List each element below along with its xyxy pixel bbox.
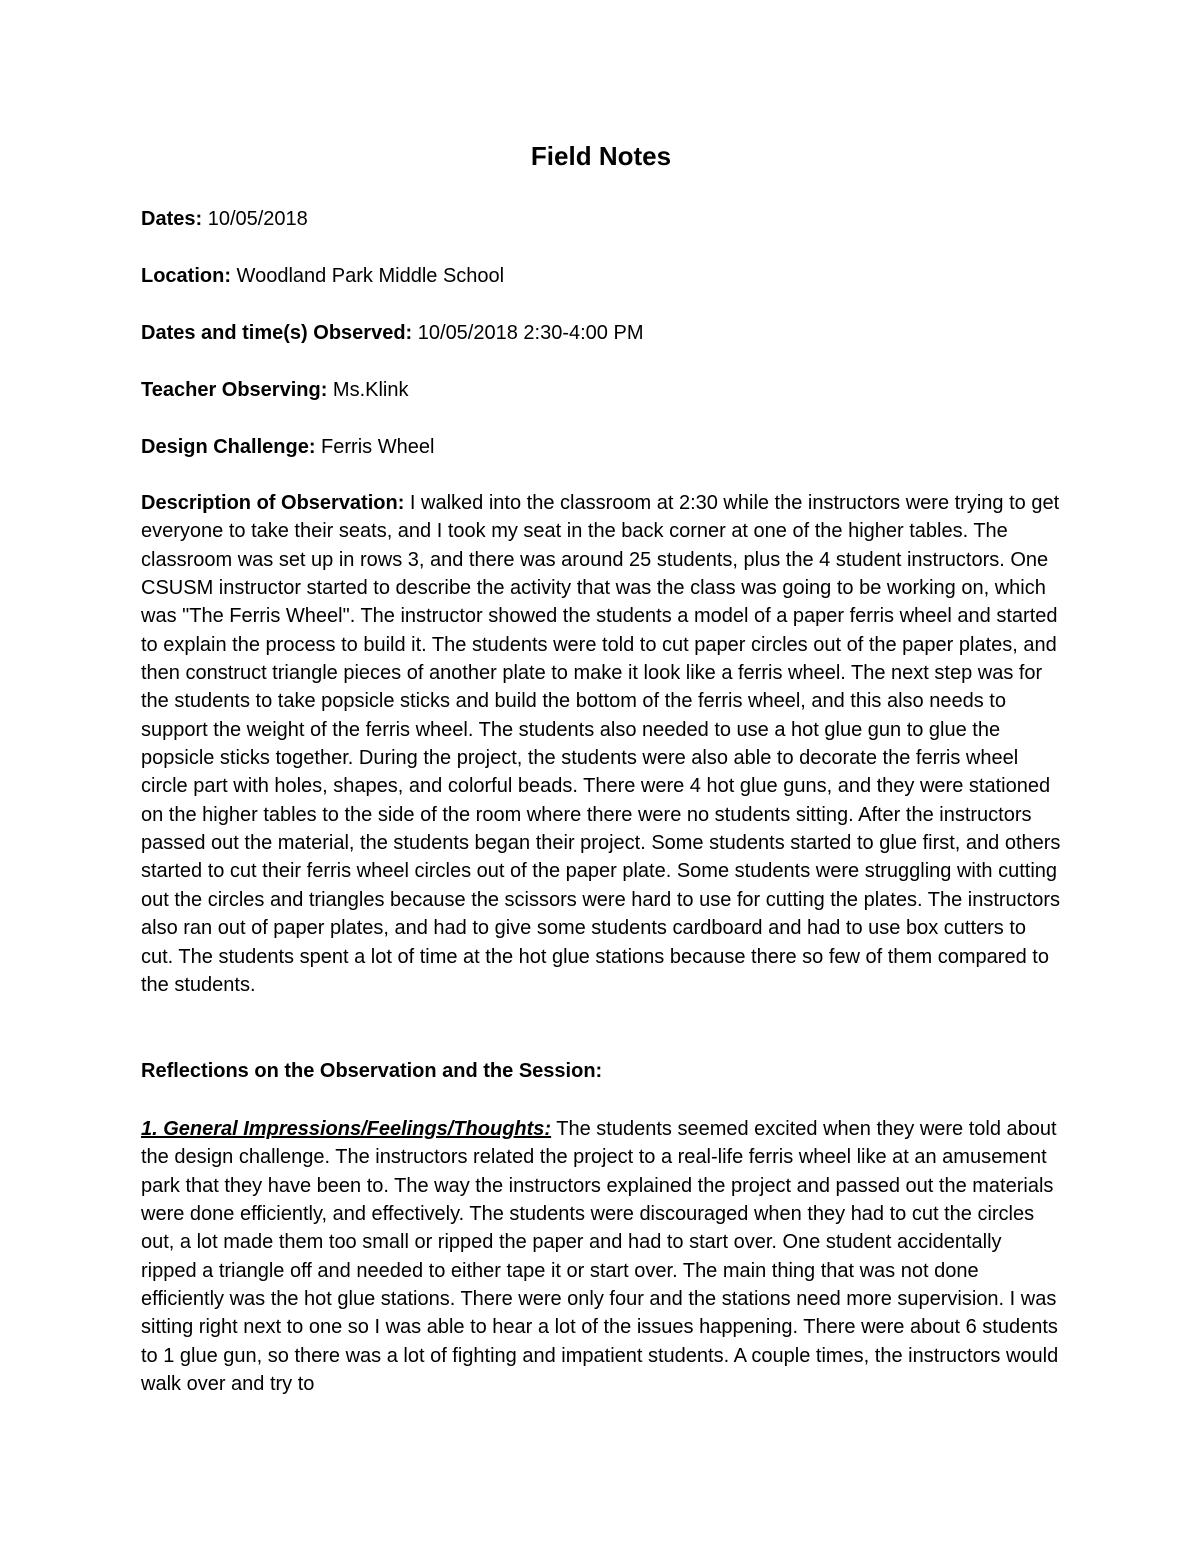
description-text: I walked into the classroom at 2:30 while the instructors were trying to get everyone to take their seats, and I took my seat in the back corner at one of the higher tables. The classroom was set up in rows 3, and there was around 25 students, plus the 4 student instructors. One CSUSM instructor started to describe the activity that was the class was going to be working on, which was "The Ferris Wheel". The instructor showed the students a model of a paper ferris wheel and started to explain the process to build it. The students were told to cut paper circles out of the paper plates, and then construct triangle pieces of another plate to make it look like a ferris wheel. The next step was for the students to take popsicle sticks and build the bottom of the ferris wheel, and this also needs to support the weight of the ferris wheel. The students also needed to use a hot glue gun to glue the popsicle sticks together. During the project, the students were also able to decorate the ferris wheel circle part with holes, shapes, and colorful beads. There were 4 hot glue guns, and they were stationed on the higher tables to the side of the room where there were no students sitting. After the instructors passed out the material, the students began their project. Some students started to glue first, and others started to cut their ferris wheel circles out of the paper plate. Some students were struggling with cutting out the circles and triangles because the scissors were hard to use for cutting the plates. The instructors also ran out of paper plates, and had to give some students cardboard and had to use box cutters to cut. The students spent a lot of time at the hot glue stations because there so few of them compared to the students. [141, 492, 1061, 996]
field-label: Location: [141, 265, 231, 287]
description-label: Description of Observation: [141, 492, 405, 514]
field-value: 10/05/2018 2:30-4:00 PM [412, 322, 644, 344]
reflections-heading: Reflections on the Observation and the Session: [141, 1060, 603, 1082]
field-value: 10/05/2018 [202, 208, 308, 230]
field-teacher-observing [141, 376, 1061, 404]
field-location [141, 262, 1061, 290]
field-label: Teacher Observing: [141, 379, 328, 401]
field-dates-time-observed [141, 319, 1061, 347]
document-title: Field Notes [530, 141, 672, 171]
impressions-heading: 1. General Impressions/Feelings/Thoughts: [141, 1118, 552, 1140]
field-label: Dates and time(s) Observed: [141, 322, 413, 344]
field-value: Woodland Park Middle School [231, 265, 505, 287]
impressions-paragraph [141, 1115, 1061, 1398]
field-design-challenge [141, 433, 1061, 461]
field-label: Dates: [141, 208, 203, 230]
description-paragraph [141, 489, 1061, 999]
impressions-text: The students seemed excited when they were told about the design challenge. The instructors related the project to a real-life ferris wheel like at an amusement park that they have been to. The way the instructors explained the project and passed out the materials were done efficiently, and effectively. The students were discouraged when they had to cut the circles out, a lot made them too small or ripped the paper and had to start over. One student accidentally ripped a triangle off and needed to either tape it or start over. The main thing that was not done efficiently was the hot glue stations. There were only four and the stations need more supervision. I was sitting right next to one so I was able to hear a lot of the issues happening. There were about 6 students to 1 glue gun, so there was a lot of fighting and impatient students. A couple times, the instructors would walk over and try to [141, 1118, 1059, 1396]
field-dates [141, 205, 1061, 233]
field-value: Ferris Wheel [315, 436, 435, 458]
field-label: Design Challenge: [141, 436, 316, 458]
field-value: Ms.Klink [327, 379, 409, 401]
